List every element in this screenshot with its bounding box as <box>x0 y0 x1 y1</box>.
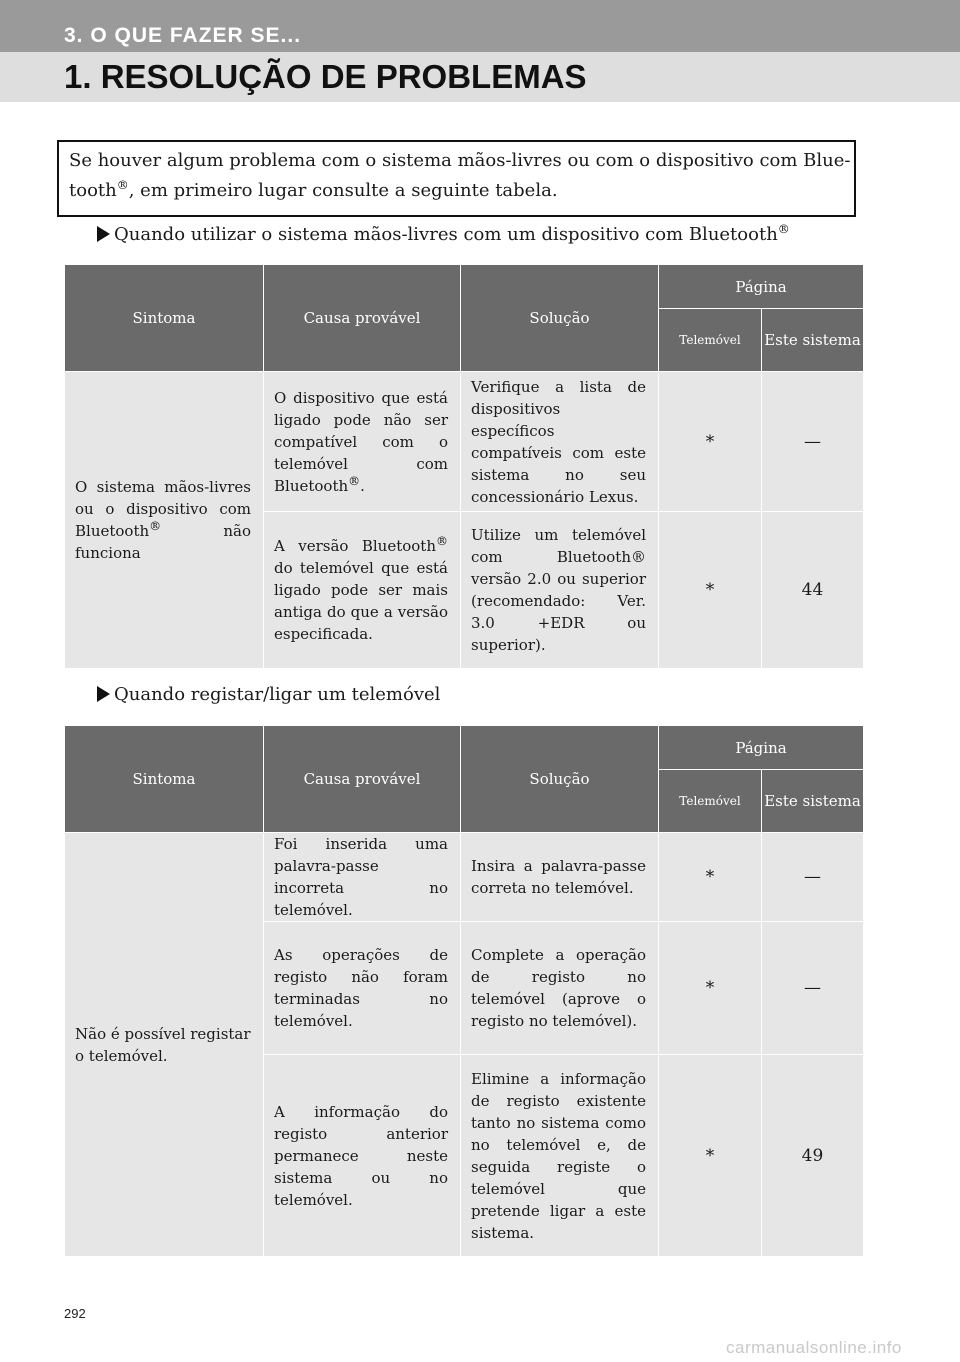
col-header-solution: Solução <box>461 726 659 833</box>
section-header-bar <box>0 0 960 52</box>
section-heading-bluetooth <box>97 224 790 245</box>
col-header-page: Página <box>659 726 864 770</box>
col-header-cause: Causa provável <box>264 265 461 372</box>
intro-line-2 <box>69 176 854 206</box>
watermark-url: carmanualsonline.info <box>726 1338 902 1357</box>
col-header-phone: Telemóvel <box>659 770 762 833</box>
solution-cell: Complete a operação de registo no telemóvel (aprove o registo no telemóvel). <box>461 922 659 1055</box>
cause-cell: A informação do registo anterior permanece neste sistema ou no telemóvel. <box>264 1055 461 1257</box>
phone-page-cell: * <box>659 922 762 1055</box>
intro-box <box>57 140 856 217</box>
section-heading-register <box>97 684 440 705</box>
solution-cell: Elimine a informação de registo existente tanto no sistema como no telemóvel e, de seguida registe o telemóvel que pretende ligar a este sistema. <box>461 1055 659 1257</box>
registered-mark: ® <box>116 178 129 192</box>
chapter-header-bar <box>0 52 960 102</box>
section-heading-text: Quando utilizar o sistema mãos-livres com um dispositivo com Bluetooth <box>114 224 778 245</box>
registered-mark: ® <box>777 222 790 236</box>
col-header-system: Este sistema <box>762 770 864 833</box>
intro-text: tooth <box>69 180 117 201</box>
table-row <box>65 833 864 922</box>
cause-cell: A versão Bluetooth® do telemóvel que está ligado pode ser mais antiga do que a versão especificada. <box>264 512 461 669</box>
section-title: 3. O QUE FAZER SE... <box>64 24 302 47</box>
col-header-phone: Telemóvel <box>659 309 762 372</box>
solution-cell: Utilize um telemóvel com Bluetooth® versão 2.0 ou superior (recomendado: Ver. 3.0 +EDR ou superior). <box>461 512 659 669</box>
cause-cell: As operações de registo não foram terminadas no telemóvel. <box>264 922 461 1055</box>
phone-page-cell: * <box>659 372 762 512</box>
intro-line-1: Se houver algum problema com o sistema mãos-livres ou com o dispositivo com Blue- <box>69 150 851 171</box>
troubleshooting-table-bluetooth <box>64 264 864 669</box>
col-header-symptom: Sintoma <box>65 726 264 833</box>
system-page-cell: — <box>762 372 864 512</box>
cause-cell: Foi inserida uma palavra-passe incorreta no telemóvel. <box>264 833 461 922</box>
phone-page-cell: * <box>659 1055 762 1257</box>
col-header-symptom: Sintoma <box>65 265 264 372</box>
phone-page-cell: * <box>659 512 762 669</box>
page-number: 292 <box>64 1306 86 1321</box>
col-header-cause: Causa provável <box>264 726 461 833</box>
col-header-system: Este sistema <box>762 309 864 372</box>
solution-cell: Insira a palavra-passe correta no telemóvel. <box>461 833 659 922</box>
triangle-bullet-icon <box>97 226 110 242</box>
col-header-solution: Solução <box>461 265 659 372</box>
col-header-page: Página <box>659 265 864 309</box>
system-page-cell: — <box>762 833 864 922</box>
section-heading-text: Quando registar/ligar um telemóvel <box>114 684 441 705</box>
cause-cell: O dispositivo que está ligado pode não ser compatível com o telemóvel com Bluetooth®. <box>264 372 461 512</box>
troubleshooting-table-register <box>64 725 864 1257</box>
solution-cell: Verifique a lista de dispositivos específicos compatíveis com este sistema no seu concessionário Lexus. <box>461 372 659 512</box>
page-title: 1. RESOLUÇÃO DE PROBLEMAS <box>64 58 587 95</box>
system-page-cell: 44 <box>762 512 864 669</box>
triangle-bullet-icon <box>97 686 110 702</box>
table-row <box>65 372 864 512</box>
phone-page-cell: * <box>659 833 762 922</box>
symptom-cell: O sistema mãos-livres ou o dispositivo com Bluetooth® não funciona <box>65 372 264 669</box>
symptom-cell: Não é possível registar o telemóvel. <box>65 833 264 1257</box>
intro-text: , em primeiro lugar consulte a seguinte tabela. <box>128 180 558 201</box>
system-page-cell: — <box>762 922 864 1055</box>
system-page-cell: 49 <box>762 1055 864 1257</box>
